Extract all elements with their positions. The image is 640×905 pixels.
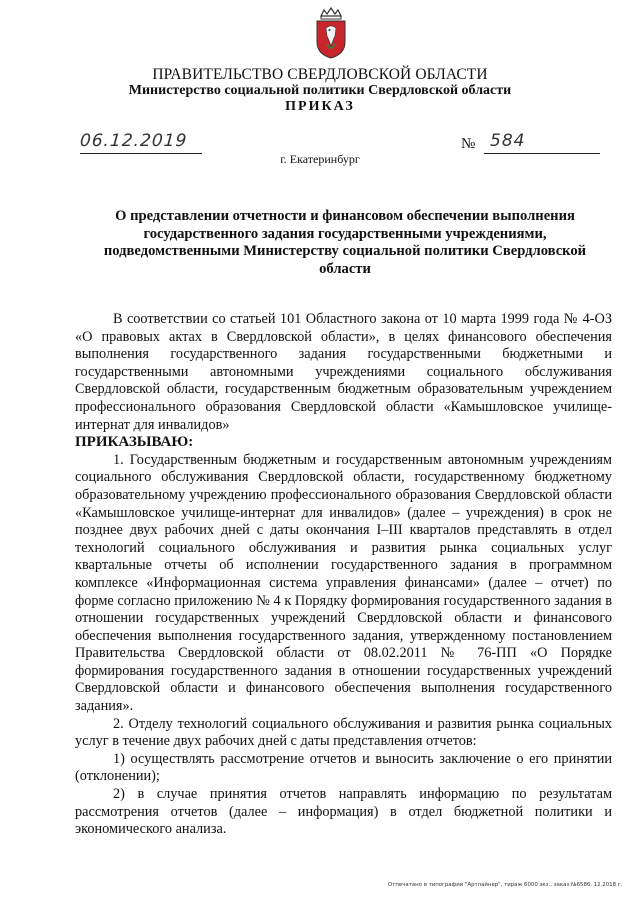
coat-of-arms-emblem bbox=[311, 6, 351, 60]
order-title: О представлении отчетности и финансовом обеспечении выполнения государственного задания государственными учреждениями, подведомственными Министерству социальной политики Свердловской области bbox=[103, 208, 587, 277]
order-number-field bbox=[484, 131, 600, 154]
order-word: ПРИКАЗЫВАЮ: bbox=[75, 434, 194, 451]
preamble-paragraph: В соответствии со статьей 101 Областного закона от 10 марта 1999 года № 4-ОЗ «О правовых актах в Свердловской области», в целях финансового обеспечения выполнения государственного задания государственными бюджетными и государственными автономными учреждениями социального обслуживания Свердловской области, государственным бюджетным образовательным учреждением профессионального образования Свердловской области «Камышловское училище-интернат для инвалидов» bbox=[75, 311, 612, 433]
ministry-heading: Министерство социальной политики Свердловской области bbox=[128, 83, 512, 98]
document-type-heading: ПРИКАЗ bbox=[285, 99, 355, 114]
city-line: г. Екатеринбург bbox=[280, 152, 360, 166]
print-footer: Отпечатано в типографии "Артлайнер", тираж 6000 экз., заказ №6586. 12.2018 г. bbox=[388, 882, 623, 888]
item-1-paragraph: 1. Государственным бюджетным и государственным автономным учреждениям социального обслуживания Свердловской области, государственному бюджетному образовательному учреждению профессионального образования Свердловской области «Камышловское училище-интернат для инвалидов» (далее – учреждения) в срок не позднее двух рабочих дней с даты окончания I–III кварталов представлять в отдел технологий социального обслуживания и развития рынка социальных услуг квартальные отчеты об исполнении государственного задания в программном комплексе «Информационная система управления финансами» (далее – отчет) по форме согласно приложению № 4 к Порядку формирования государственного задания в отношении государственных учреждений Свердловской области и финансового обеспечения выполнения государственного задания, утвержденному постановлением Правительства Свердловской области от 08.02.2011 № 76-ПП «О Порядке формирования государственного задания в отношении государственных учреждений Свердловской области и финансового обеспечения выполнения государственного задания». bbox=[75, 451, 612, 715]
item-2-paragraph: 2. Отделу технологий социального обслуживания и развития рынка социальных услуг в течение двух рабочих дней с даты представления отчетов: bbox=[75, 715, 612, 750]
item-2-1-paragraph: 1) осуществлять рассмотрение отчетов и выносить заключение о его принятии (отклонении); bbox=[75, 750, 612, 785]
coat-of-arms-icon bbox=[311, 6, 351, 60]
order-date-field bbox=[80, 131, 202, 154]
order-number: 584 bbox=[490, 131, 526, 151]
order-body bbox=[75, 311, 612, 839]
order-date: 06.12.2019 bbox=[79, 131, 189, 151]
item-2-2-paragraph: 2) в случае принятия отчетов направлять информацию по результатам рассмотрения отчетов (далее – информация) в отдел бюджетной политики и экономического анализа. bbox=[75, 786, 612, 838]
government-heading: ПРАВИТЕЛЬСТВО СВЕРДЛОВСКОЙ ОБЛАСТИ bbox=[152, 66, 488, 83]
number-label: № bbox=[461, 136, 476, 152]
